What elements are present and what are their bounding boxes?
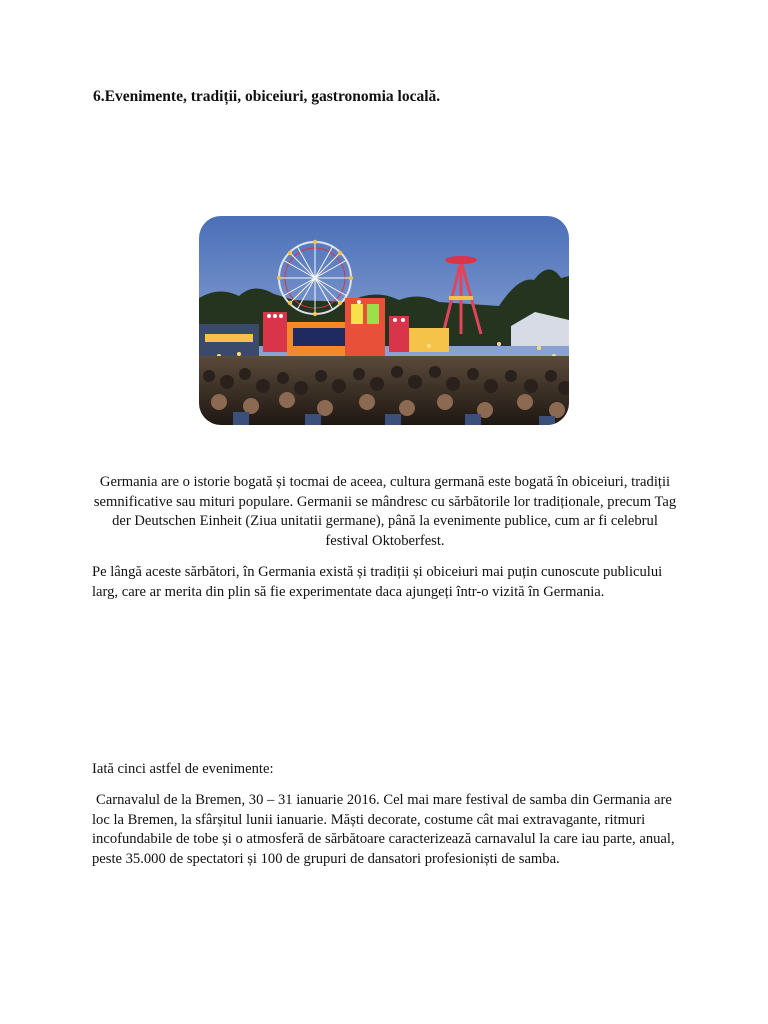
festival-photo: [199, 216, 569, 425]
body-paragraph: Pe lângă aceste sărbători, în Germania există și tradiții și obiceiuri mai puțin cunoscute publicului larg, care ar merita din plin să fie experimentate daca ajungeți într-o vizită în Germania.: [92, 564, 663, 600]
events-intro: Iată cinci astfel de evenimente:: [92, 761, 274, 777]
bremen-carnival-paragraph: Carnavalul de la Bremen, 30 – 31 ianuarie 2016. Cel mai mare festival de samba din Germania are loc la Bremen, la sfârșitul lunii ianuarie. Măști decorate, costume cât mai extravagante, ritmuri incofundabile de tobe și o atmosferă de sărbătoare caracterizează carnavalul la care iau parte, anual, peste 35.000 de spectatori și 100 de grupuri de dansatori profesioniști de samba.: [92, 792, 675, 867]
section-heading: 6.Evenimente, tradiții, obiceiuri, gastronomia locală.: [93, 88, 441, 105]
intro-paragraph: Germania are o istorie bogată și tocmai de aceea, cultura germană este bogată în obiceiuri, tradiții semnificative sau mituri populare. Germanii se mândresc cu sărbătorile lor tradiționale, precum Tag der Deutschen Einheit (Ziua unitatii germane), până la evenimente publice, cum ar fi celebrul festival Oktoberfest.: [93, 474, 677, 549]
